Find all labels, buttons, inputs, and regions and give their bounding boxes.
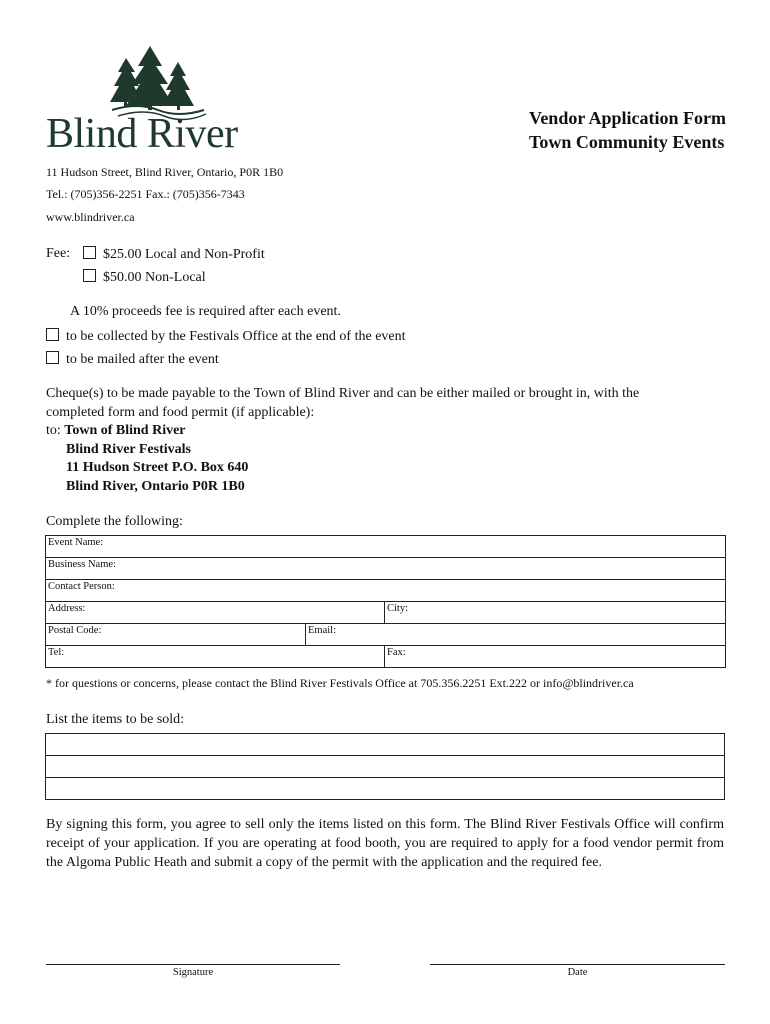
proceeds-mailed-label: to be mailed after the event xyxy=(66,352,219,367)
proceeds-collected-label: to be collected by the Festivals Office at the end of the event xyxy=(66,329,406,344)
event-name-field[interactable]: Event Name: xyxy=(46,536,726,558)
item-line-1[interactable] xyxy=(46,734,725,756)
table-row xyxy=(46,646,726,668)
table-row xyxy=(46,624,726,646)
fax-field[interactable]: Fax: xyxy=(385,646,726,668)
form-title-line1: Vendor Application Form xyxy=(528,108,726,128)
agreement-text: By signing this form, you agree to sell only the items listed on this form. The Blind River Festivals Office will confirm receipt of your application. If you are operating at food booth, you are required to apply for a food vendor permit from the Algoma Public Heath and submit a copy of the permit with the application and the required fee. xyxy=(46,817,724,870)
town-website: www.blindriver.ca xyxy=(46,210,135,224)
table-row xyxy=(46,536,726,558)
fee-local-label: $25.00 Local and Non-Profit xyxy=(103,247,265,262)
address-field[interactable]: Address: xyxy=(46,602,385,624)
cheque-addr-line1: Town of Blind River xyxy=(64,423,186,438)
items-heading: List the items to be sold: xyxy=(46,712,185,727)
cheque-to xyxy=(46,422,186,440)
form-title xyxy=(529,106,726,154)
postal-code-field[interactable]: Postal Code: xyxy=(46,624,306,646)
fee-option-nonlocal xyxy=(83,269,206,287)
logo-text: Blind River xyxy=(46,111,238,157)
proceeds-option-mailed xyxy=(46,351,219,369)
cheque-addr-line4: Blind River, Ontario P0R 1B0 xyxy=(66,479,245,494)
email-field[interactable]: Email: xyxy=(306,624,726,646)
fee-nonlocal-checkbox[interactable] xyxy=(83,269,96,282)
date-line[interactable] xyxy=(430,964,725,965)
item-line-2[interactable] xyxy=(46,756,725,778)
table-row xyxy=(46,756,725,778)
proceeds-mailed-checkbox[interactable] xyxy=(46,351,59,364)
fee-option-local xyxy=(83,246,265,264)
business-name-field[interactable]: Business Name: xyxy=(46,558,726,580)
items-table xyxy=(45,733,725,800)
cheque-addr-line3: 11 Hudson Street P.O. Box 640 xyxy=(66,460,249,475)
town-address: 11 Hudson Street, Blind River, Ontario, P0R 1B0 xyxy=(46,165,284,179)
table-row xyxy=(46,778,725,800)
fee-nonlocal-label: $50.00 Non-Local xyxy=(103,270,206,285)
signature-line[interactable] xyxy=(46,964,340,965)
cheque-to-label: to: xyxy=(46,423,65,438)
vendor-info-table xyxy=(45,535,726,668)
proceeds-note: A 10% proceeds fee is required after each event. xyxy=(70,304,341,319)
form-heading: Complete the following: xyxy=(46,514,183,529)
signature-label: Signature xyxy=(172,967,214,978)
cheque-line1: Cheque(s) to be made payable to the Town of Blind River and can be either mailed or brought in, with the xyxy=(46,386,640,401)
table-row xyxy=(46,580,726,602)
contact-note: * for questions or concerns, please contact the Blind River Festivals Office at 705.356.2251 Ext.222 or info@blindriver.ca xyxy=(46,676,634,690)
town-phone-fax: Tel.: (705)356-2251 Fax.: (705)356-7343 xyxy=(46,187,245,201)
proceeds-option-collected xyxy=(46,328,406,346)
table-row xyxy=(46,558,726,580)
contact-person-field[interactable]: Contact Person: xyxy=(46,580,726,602)
cheque-line2: completed form and food permit (if applicable): xyxy=(46,405,315,420)
item-line-3[interactable] xyxy=(46,778,725,800)
table-row xyxy=(46,602,726,624)
form-title-line2: Town Community Events xyxy=(528,132,725,152)
tel-field[interactable]: Tel: xyxy=(46,646,385,668)
cheque-addr-line2: Blind River Festivals xyxy=(66,442,191,457)
proceeds-collected-checkbox[interactable] xyxy=(46,328,59,341)
date-label: Date xyxy=(567,967,588,978)
table-row xyxy=(46,734,725,756)
city-field[interactable]: City: xyxy=(385,602,726,624)
fee-local-checkbox[interactable] xyxy=(83,246,96,259)
fee-label: Fee: xyxy=(46,246,71,261)
